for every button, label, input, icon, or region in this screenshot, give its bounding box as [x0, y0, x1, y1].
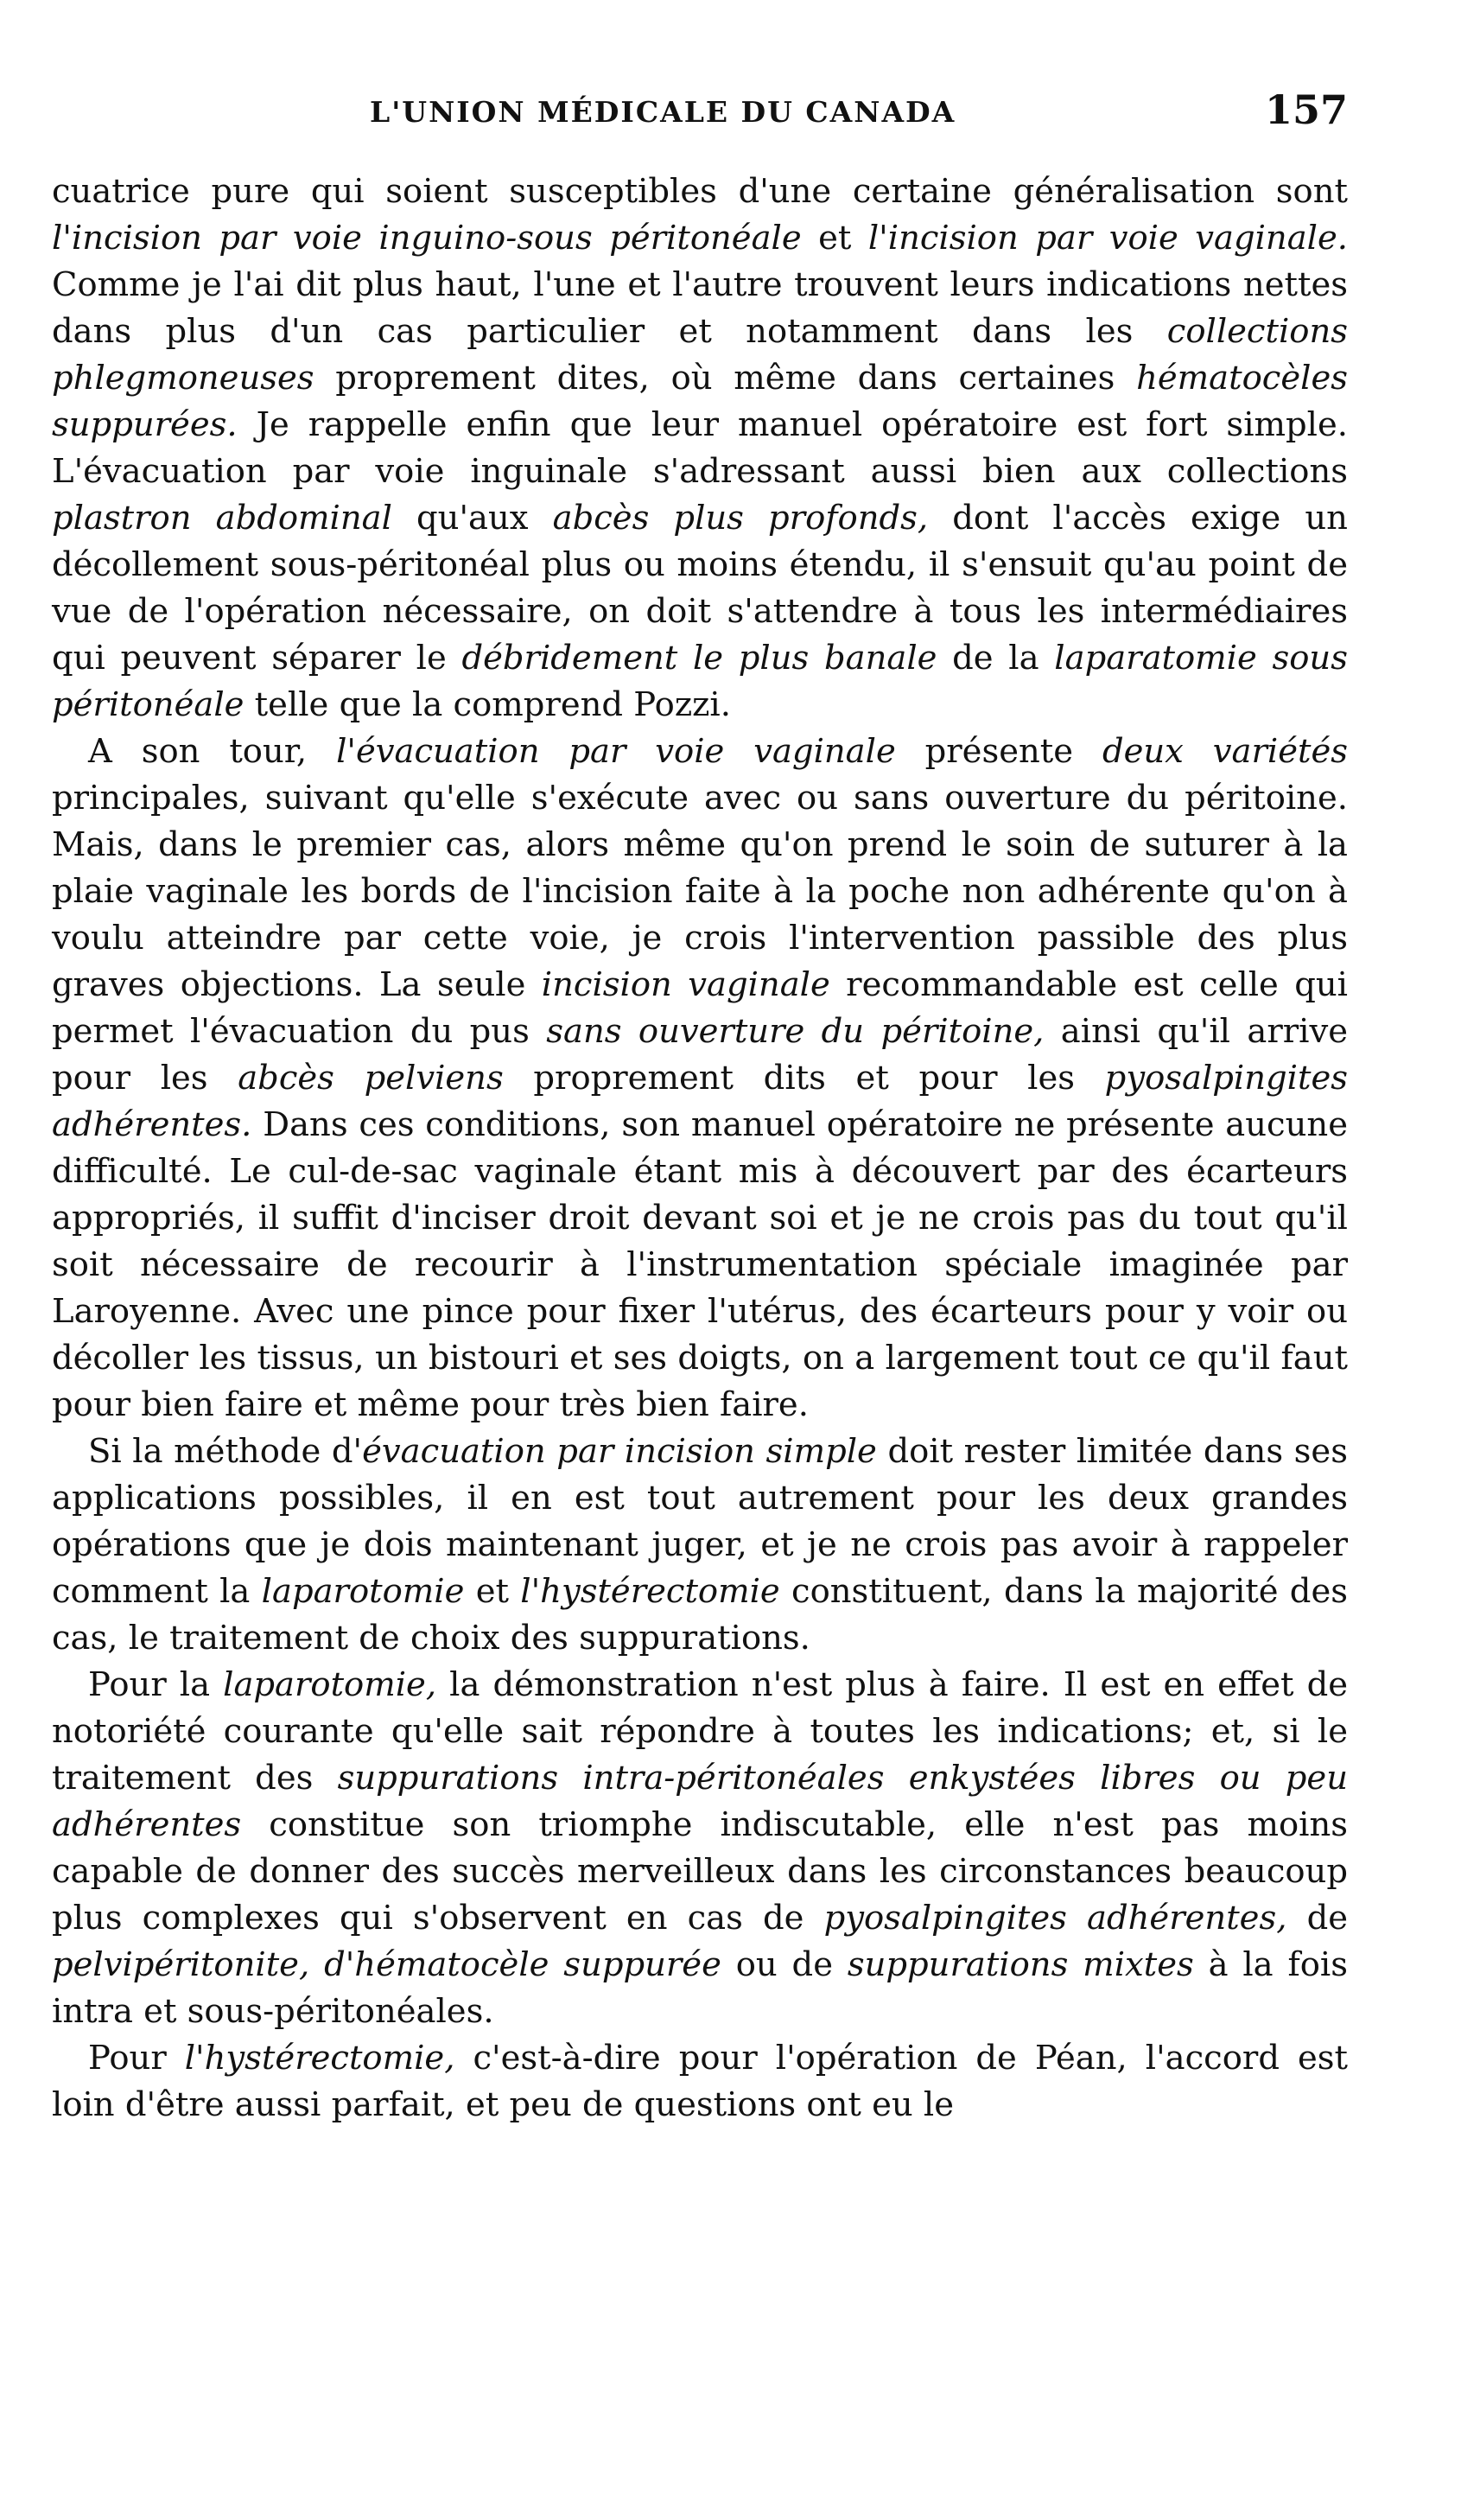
- text-run: A son tour,: [88, 732, 337, 771]
- italic-text: l'hystérectomie,: [184, 2039, 455, 2078]
- italic-text: l'incision par voie inguino-sous péritonéale: [52, 219, 802, 258]
- italic-text: d'hématocèle suppurée: [324, 1945, 721, 1984]
- text-run: Dans ces conditions, son manuel opératoire ne présente aucune difficulté. Le cul-de-sac vaginale étant mis à découvert par des écarteurs appropriés, il suffit d'inciser droit devant soi et je ne crois pas du tout qu'il soit nécessaire de recourir à l'instrumentation spéciale imaginée par Laroyenne. Avec une pince pour fixer l'utérus, des écarteurs pour y voir ou décoller les tissus, un bistouri et ses doigts, on a largement tout ce qu'il faut pour bien faire et même pour très bien faire.: [52, 1105, 1348, 1424]
- italic-text: pelvipéritonite,: [52, 1945, 310, 1984]
- italic-text: abcès plus profonds,: [552, 499, 929, 538]
- text-run: de: [1286, 1899, 1349, 1938]
- italic-text: hématocèles suppurées.: [52, 359, 1348, 444]
- text-run: ou de: [721, 1945, 848, 1984]
- italic-text: débridement le plus banale: [461, 639, 937, 678]
- italic-text: abcès pelviens: [238, 1059, 504, 1098]
- italic-text: laparotomie: [261, 1572, 465, 1611]
- italic-text: collections phlegmoneuses: [52, 312, 1348, 398]
- running-head: [52, 86, 1348, 138]
- text-run: doit rester limitée dans ses applications possibles, il en est tout autrement pour les deux grandes opérations que je dois maintenant juger, et je ne crois pas avoir à rappeler comment la: [52, 1432, 1348, 1611]
- text-run: présente: [895, 732, 1102, 771]
- text-run: Je rappelle enfin que leur manuel opératoire est fort simple. L'évacuation par voie inguinale s'adressant aussi bien aux collections: [52, 405, 1348, 491]
- text-run: Comme je l'ai dit plus haut, l'une et l'autre trouvent leurs indications nettes dans plus d'un cas particulier et notamment dans les: [52, 265, 1348, 351]
- italic-text: suppurations mixtes: [847, 1945, 1194, 1984]
- paragraph-1: [52, 169, 1348, 729]
- text-run: Pour: [88, 2039, 185, 2078]
- paragraph-3: [52, 1429, 1348, 1662]
- italic-text: suppurations intra-péritonéales enkystées libres ou peu adhérentes: [52, 1759, 1348, 1844]
- italic-text: laparatomie sous péritonéale: [52, 639, 1348, 724]
- text-run: [309, 1945, 324, 1984]
- text-run: et: [464, 1572, 521, 1611]
- italic-text: sans ouverture du péritoine,: [546, 1012, 1045, 1051]
- text-run: constitue son triomphe indiscutable, elle n'est pas moins capable de donner des succès merveilleux dans les circonstances beaucoup plus complexes qui s'observent en cas de: [52, 1805, 1348, 1938]
- text-run: proprement dits et pour les: [503, 1059, 1105, 1098]
- text-run: ainsi qu'il arrive pour les: [52, 1012, 1348, 1098]
- text-run: proprement dites, où même dans certaines: [314, 359, 1137, 398]
- italic-text: évacuation par incision simple: [362, 1432, 877, 1471]
- text-run: c'est-à-dire pour l'opération de Péan, l'accord est loin d'être aussi parfait, et peu de questions ont eu le: [52, 2039, 1348, 2124]
- text-run: qu'aux: [391, 499, 553, 538]
- italic-text: plastron abdominal: [52, 499, 392, 538]
- text-run: la démonstration n'est plus à faire. Il est en effet de notoriété courante qu'elle sait répondre à toutes les indications; et, si le traitement des: [52, 1665, 1348, 1798]
- text-run: de la: [937, 639, 1055, 678]
- text-run: constituent, dans la majorité des cas, le traitement de choix des suppurations.: [52, 1572, 1348, 1658]
- italic-text: deux variétés: [1102, 732, 1348, 771]
- text-run: dont l'accès exige un décollement sous-péritonéal plus ou moins étendu, il s'ensuit qu'au point de vue de l'opération nécessaire, on doit s'attendre à tous les intermédiaires qui peuvent séparer le: [52, 499, 1348, 678]
- text-run: recommandable est celle qui permet l'évacuation du pus: [52, 965, 1348, 1051]
- italic-text: pyosalpingites adhérentes,: [823, 1899, 1287, 1938]
- text-run: cuatrice pure qui soient susceptibles d'une certaine généralisation sont: [52, 172, 1348, 211]
- paragraph-5: [52, 2035, 1348, 2129]
- italic-text: laparotomie,: [223, 1665, 437, 1704]
- italic-text: incision vaginale: [541, 965, 830, 1004]
- running-title: L'UNION MÉDICALE DU CANADA: [370, 95, 956, 129]
- text-run: telle que la comprend Pozzi.: [244, 685, 731, 724]
- italic-text: l'incision par voie vaginale.: [867, 219, 1348, 258]
- text-run: Si la méthode d': [88, 1432, 363, 1471]
- body-text: [52, 169, 1348, 2129]
- paragraph-4: [52, 1662, 1348, 2035]
- page-number: 157: [1264, 86, 1348, 133]
- text-run: à la fois intra et sous-péritonéales.: [52, 1945, 1348, 2031]
- text-run: et: [801, 219, 868, 258]
- italic-text: l'évacuation par voie vaginale: [336, 732, 896, 771]
- text-run: principales, suivant qu'elle s'exécute avec ou sans ouverture du péritoine. Mais, dans le premier cas, alors même qu'on prend le soin de suturer à la plaie vaginale les bords de l'incision faite à la poche non adhérente qu'on à voulu atteindre par cette voie, je crois l'intervention passible des plus graves objections. La seule: [52, 779, 1348, 1004]
- paragraph-2: [52, 729, 1348, 1429]
- text-run: Pour la: [88, 1665, 224, 1704]
- italic-text: l'hystérectomie: [520, 1572, 780, 1611]
- italic-text: pyosalpingites adhérentes.: [52, 1059, 1348, 1144]
